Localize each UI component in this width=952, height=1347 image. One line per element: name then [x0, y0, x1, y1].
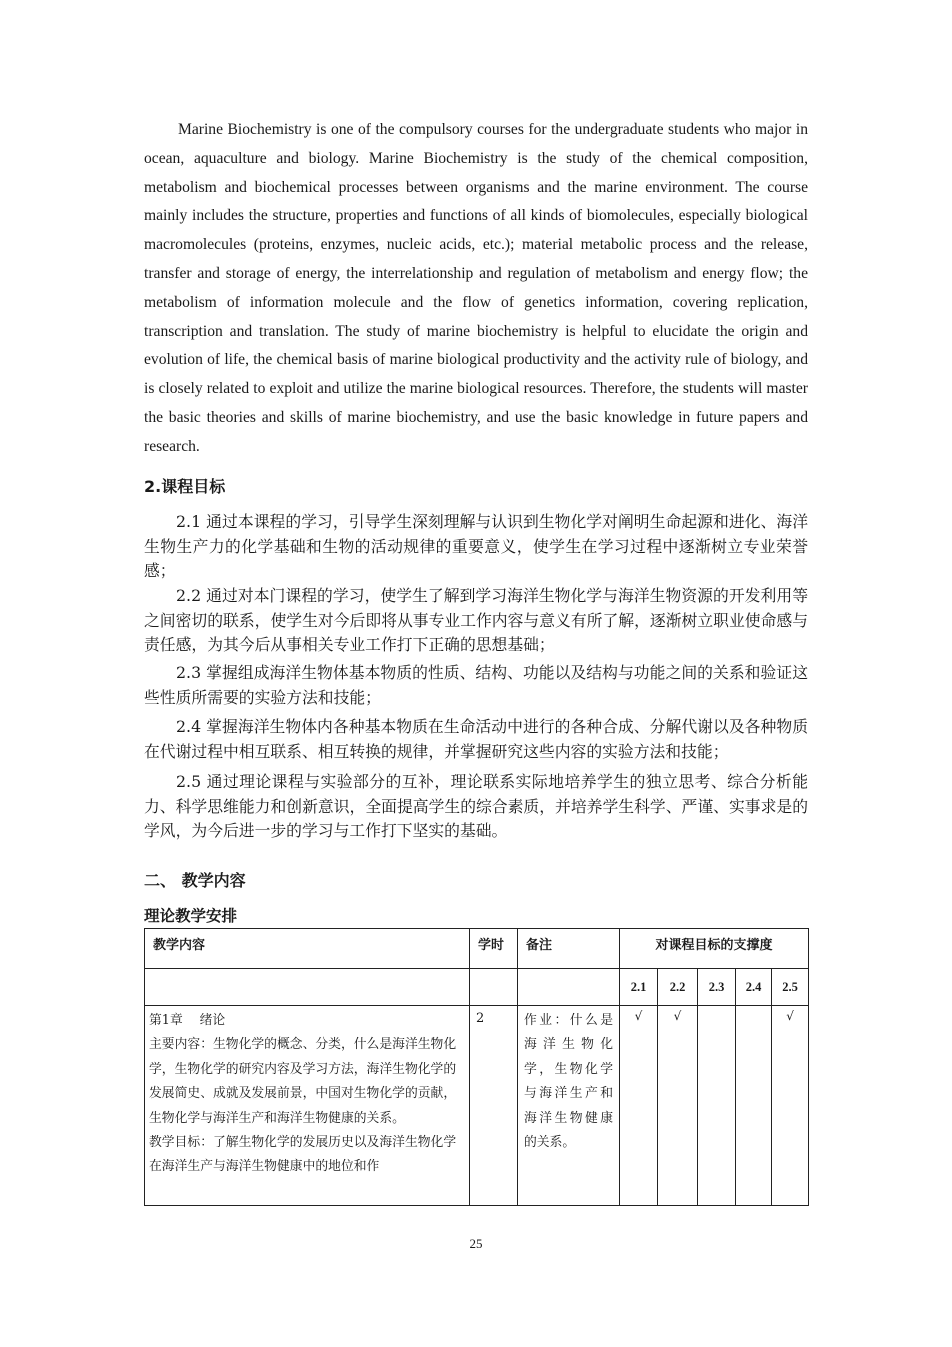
subheader-empty [470, 969, 518, 1006]
subheader-empty [145, 969, 470, 1006]
goal-2-5: 2.5 通过理论课程与实验部分的互补，理论联系实际地培养学生的独立思考、综合分析能力、科学思维能力和创新意识，全面提高学生的综合素质，并培养学生科学、严谨、实事求是的学风，为今后进一步的学习与工作打下坚实的基础。 [144, 772, 808, 840]
goal-col-2-1: 2.1 [620, 969, 658, 1006]
header-notes: 备注 [518, 929, 620, 969]
goal-col-2-5: 2.5 [772, 969, 809, 1006]
english-intro-paragraph: Marine Biochemistry is one of the compulsory courses for the undergraduate students who major in ocean, aquaculture and biology. Marine Biochemistry is the study of the chemical composition, metabolism and biochemical processes between organisms and the marine environment. The course mainly includes the structure, properties and functions of all kinds of biomolecules, especially biological macromolecules (proteins, enzymes, nucleic acids, etc.); material metabolic process and the release, transfer and storage of energy, the interrelationship and regulation of metabolism and energy flow; the metabolism of information molecule and the flow of genetics information, covering replication, transcription and translation. The study of marine biochemistry is helpful to elucidate the origin and evolution of life, the chemical basis of marine biological productivity and the activity rule of biology, and is closely related to exploit and utilize the marine biological resources. Therefore, the students will master the basic theories and skills of marine biochemistry, and use the basic knowledge in future papers and research. [144, 121, 808, 455]
row-check-2-4 [736, 1006, 772, 1206]
row-check-2-1: √ [620, 1006, 658, 1206]
subheader-empty [518, 969, 620, 1006]
table-row [145, 1006, 809, 1206]
theory-schedule-title: 理论教学安排 [144, 907, 238, 925]
goal-2-4: 2.4 掌握海洋生物体内各种基本物质在生命活动中进行的各种合成、分解代谢以及各种物质在代谢过程中相互联系、相互转换的规律，并掌握研究这些内容的实验方法和技能； [144, 717, 808, 761]
table-subheader-row [145, 969, 809, 1006]
goal-col-2-2: 2.2 [658, 969, 698, 1006]
header-support: 对课程目标的支撑度 [620, 929, 809, 969]
course-goals-heading: 2.课程目标 [144, 477, 226, 496]
header-content: 教学内容 [145, 929, 470, 969]
row-check-2-3 [698, 1006, 736, 1206]
teaching-content-heading: 二、 教学内容 [144, 871, 246, 890]
row-check-2-2: √ [658, 1006, 698, 1206]
goal-col-2-3: 2.3 [698, 969, 736, 1006]
page-number: 25 [469, 1236, 483, 1251]
table-header-row [145, 929, 809, 969]
goal-col-2-4: 2.4 [736, 969, 772, 1006]
goal-2-2: 2.2 通过对本门课程的学习，使学生了解到学习海洋生物化学与海洋生物资源的开发利用等之间密切的联系，使学生对今后即将从事专业工作内容与意义有所了解，逐渐树立职业使命感与责任感，为其今后从事相关专业工作打下正确的思想基础； [144, 586, 808, 654]
teaching-schedule-table [144, 928, 809, 1206]
row-hours: 2 [470, 1006, 518, 1206]
row-check-2-5: √ [772, 1006, 809, 1206]
header-hours: 学时 [470, 929, 518, 969]
row-notes: 作业：什么是海洋生物化学，生物化学与海洋生产和海洋生物健康的关系。 [518, 1006, 620, 1206]
goal-2-3: 2.3 掌握组成海洋生物体基本物质的性质、结构、功能以及结构与功能之间的关系和验证这些性质所需要的实验方法和技能； [144, 663, 808, 707]
goal-2-1: 2.1 通过本课程的学习，引导学生深刻理解与认识到生物化学对阐明生命起源和进化、海洋生物生产力的化学基础和生物的活动规律的重要意义，使学生在学习过程中逐渐树立专业荣誉感； [144, 512, 808, 580]
row-content: 第1章 绪论 主要内容：生物化学的概念、分类，什么是海洋生物化学，生物化学的研究内容及学习方法，海洋生物化学的发展简史、成就及发展前景，中国对生物化学的贡献，生物化学与海洋生产和海洋生物健康的关系。 教学目标：了解生物化学的发展历史以及海洋生物化学在海洋生产与海洋生物健康中的地位和作 [145, 1006, 470, 1206]
